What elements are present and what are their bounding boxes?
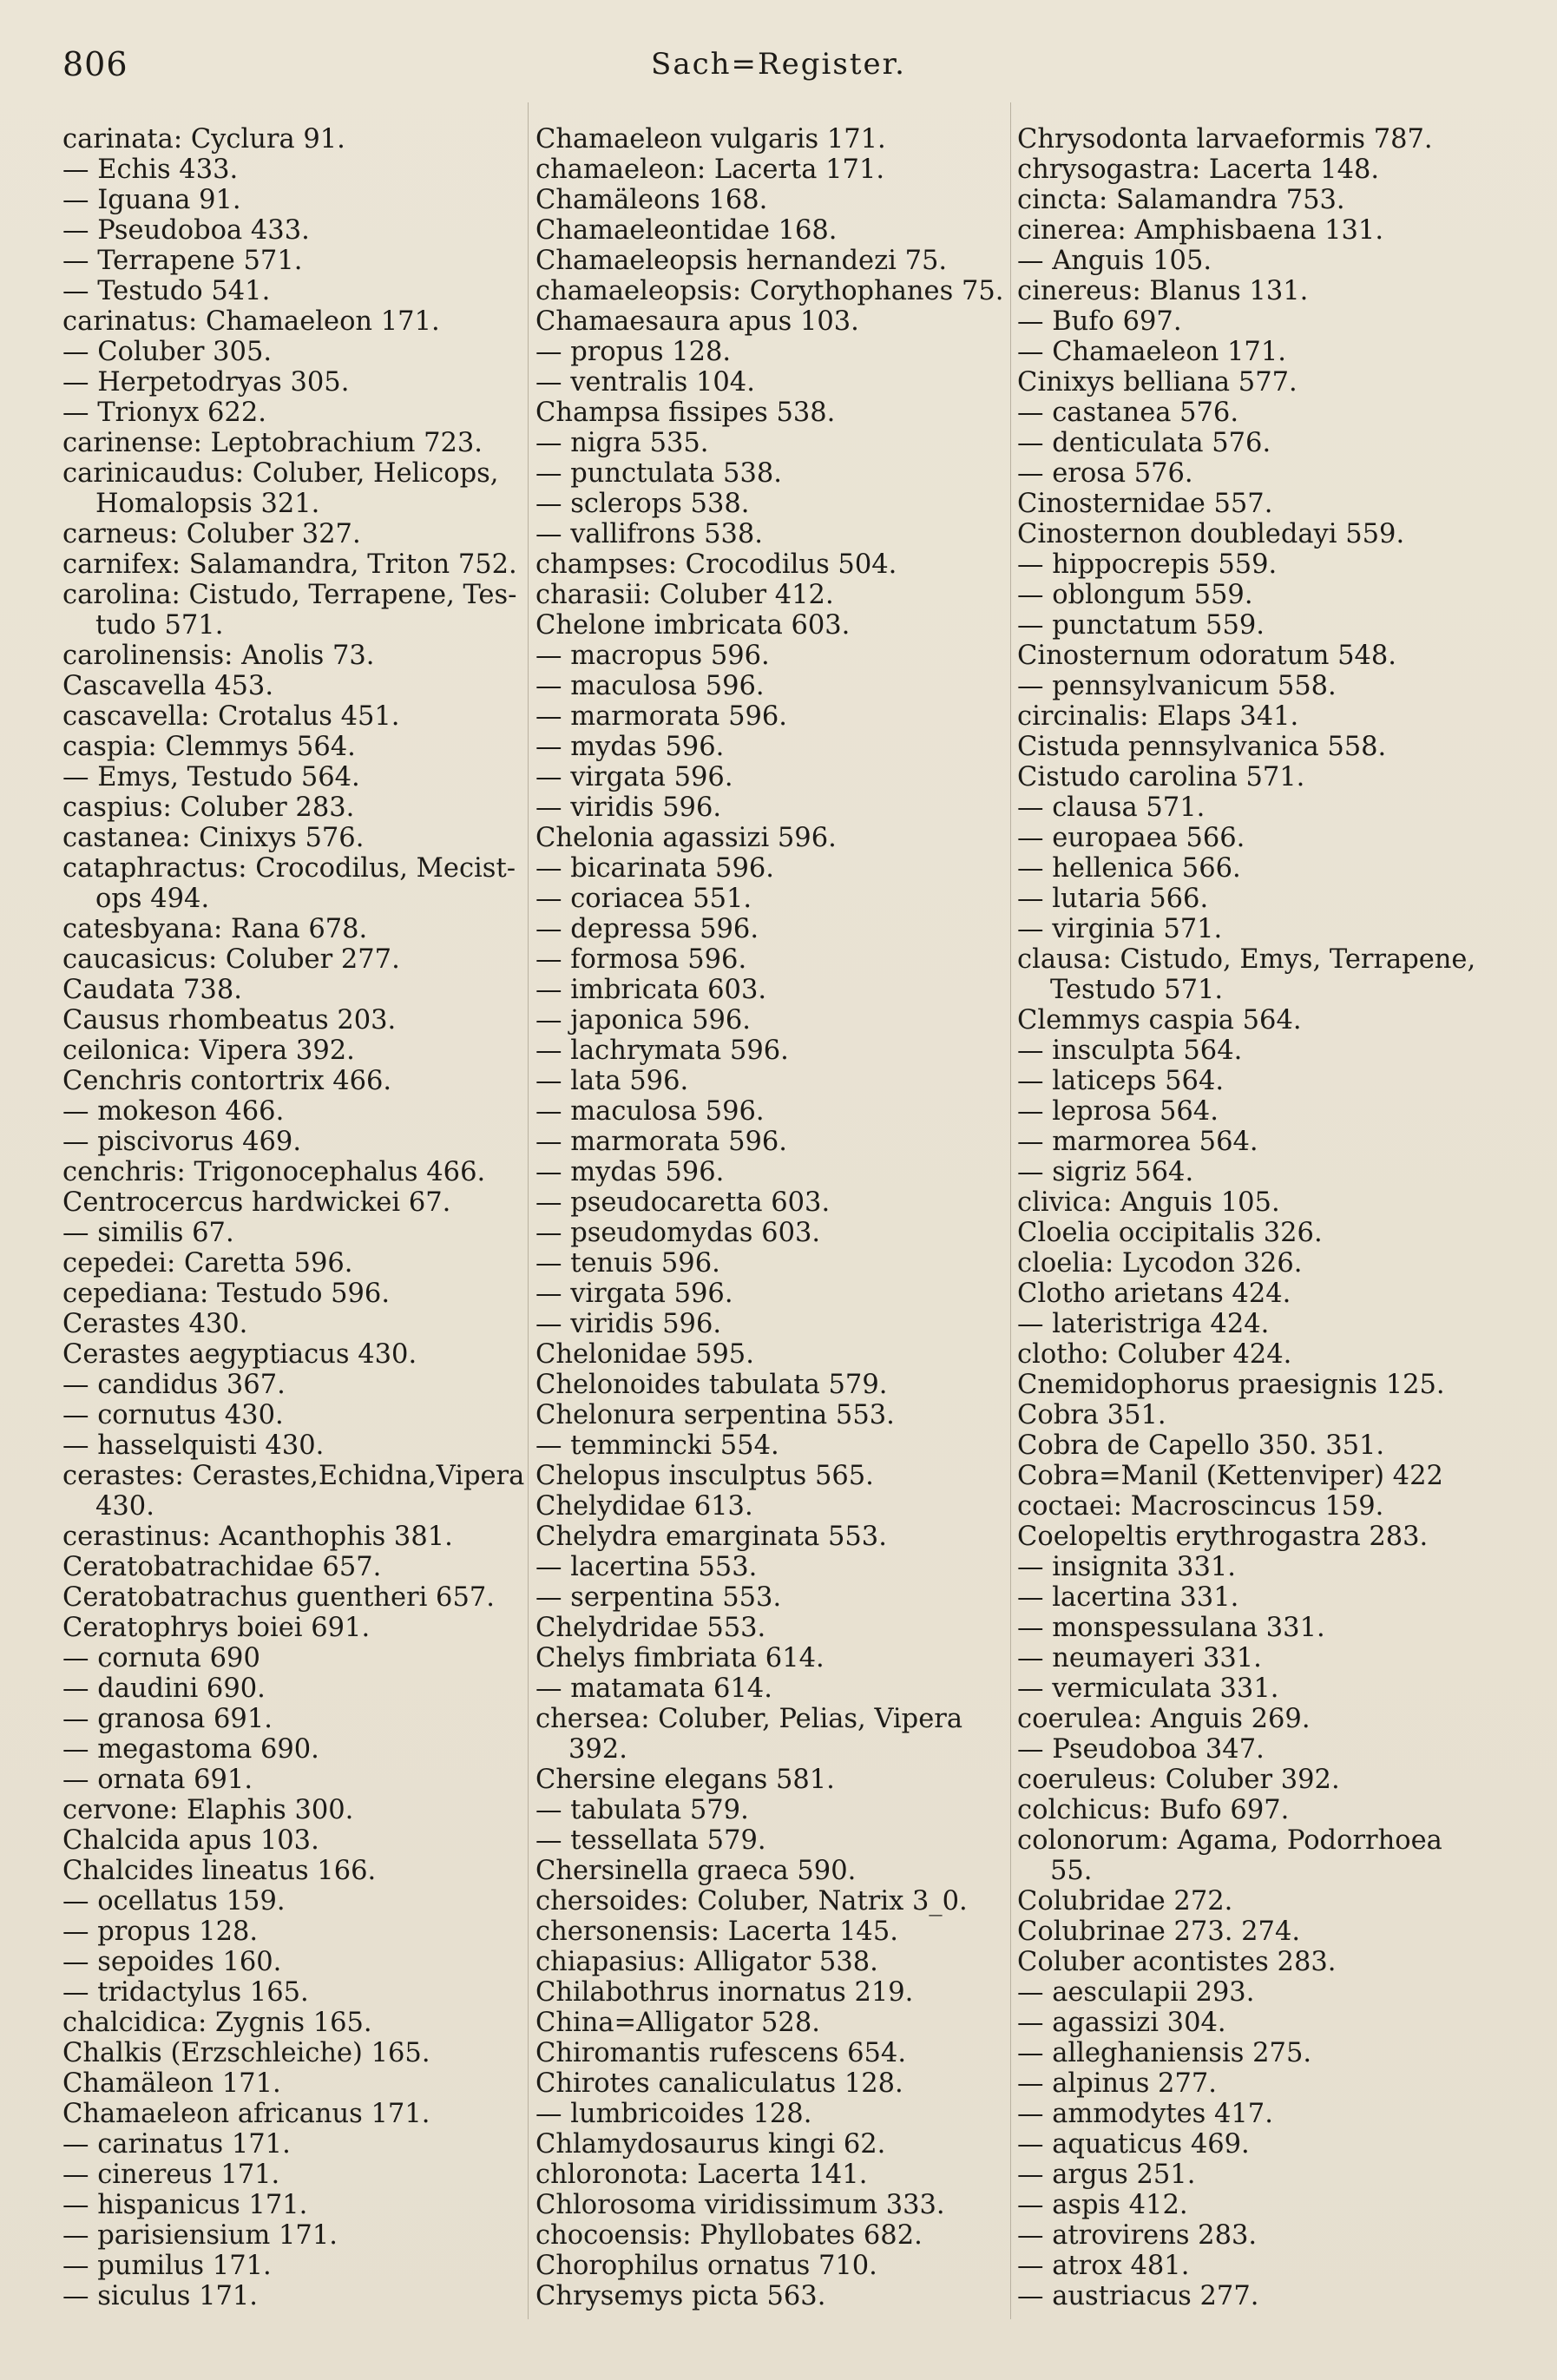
index-entry: Coelopeltis erythrogastra 283. — [1017, 1522, 1429, 1552]
index-entry: — cinereus 171. — [62, 2160, 280, 2190]
index-entry: coctaei: Macroscincus 159. — [1017, 1491, 1384, 1522]
index-entry: — Testudo 541. — [62, 276, 271, 306]
index-entry: Chamaeleopsis hernandezi 75. — [535, 246, 948, 276]
index-entry: — japonica 596. — [535, 1005, 751, 1035]
index-entry: Chamaeleontidae 168. — [535, 215, 838, 246]
index-entry: coeruleus: Coluber 392. — [1017, 1765, 1340, 1795]
index-entry: — Trionyx 622. — [62, 398, 266, 428]
index-entry: — macropus 596. — [535, 641, 770, 671]
index-entry: circinalis: Elaps 341. — [1017, 701, 1299, 732]
index-entry: — propus 128. — [62, 1916, 259, 1947]
index-entry: caspius: Coluber 283. — [62, 792, 355, 823]
index-entry: Cloelia occipitalis 326. — [1017, 1218, 1323, 1248]
index-entry: Chelopus insculptus 565. — [535, 1461, 874, 1491]
index-entry: — hippocrepis 559. — [1017, 549, 1278, 580]
index-entry: — pseudocaretta 603. — [535, 1187, 831, 1218]
index-entry: — lacertina 331. — [1017, 1582, 1239, 1613]
index-entry: — sepoides 160. — [62, 1947, 282, 1977]
index-entry: cataphractus: Crocodilus, Mecist- — [62, 853, 516, 884]
index-entry: — insignita 331. — [1017, 1552, 1236, 1582]
index-entry: — marmorea 564. — [1017, 1127, 1258, 1157]
index-entry: — lachrymata 596. — [535, 1035, 789, 1066]
index-entry: — imbricata 603. — [535, 975, 767, 1005]
index-entry: carinense: Leptobrachium 723. — [62, 428, 483, 458]
index-entry: Chamaeleon vulgaris 171. — [535, 124, 886, 155]
index-entry: — ammodytes 417. — [1017, 2099, 1273, 2129]
index-entry: Chelydra emarginata 553. — [535, 1522, 887, 1552]
index-entry: chersonensis: Lacerta 145. — [535, 1916, 898, 1947]
index-entry: — punctulata 538. — [535, 458, 782, 489]
index-entry: — Coluber 305. — [62, 337, 273, 367]
index-entry: Chalkis (Erzschleiche) 165. — [62, 2038, 430, 2068]
index-entry: cinereus: Blanus 131. — [1017, 276, 1309, 306]
index-entry: — Pseudoboa 433. — [62, 215, 310, 246]
index-entry: — Anguis 105. — [1017, 246, 1212, 276]
index-entry: — tenuis 596. — [535, 1248, 720, 1279]
index-entry: Chelydidae 613. — [535, 1491, 753, 1522]
index-entry: cepedei: Caretta 596. — [62, 1248, 353, 1279]
index-entry: — pumilus 171. — [62, 2251, 272, 2281]
index-entry: — austriacus 277. — [1017, 2281, 1259, 2311]
index-entry: — mydas 596. — [535, 732, 725, 762]
index-entry: — ocellatus 159. — [62, 1886, 286, 1916]
index-entry: Chelonidae 595. — [535, 1339, 754, 1370]
index-entry: — atrox 481. — [1017, 2251, 1190, 2281]
index-entry: — hispanicus 171. — [62, 2190, 308, 2220]
index-entry: Cerastes aegyptiacus 430. — [62, 1339, 417, 1370]
index-entry: — oblongum 559. — [1017, 580, 1253, 610]
index-entry: — marmorata 596. — [535, 701, 787, 732]
index-entry: Ceratobatrachus guentheri 657. — [62, 1582, 495, 1613]
index-entry: — vermiculata 331. — [1017, 1673, 1279, 1704]
index-entry: Cobra=Manil (Kettenviper) 422 — [1017, 1461, 1443, 1491]
index-entry: caspia: Clemmys 564. — [62, 732, 356, 762]
index-entry: Chorophilus ornatus 710. — [535, 2251, 877, 2281]
index-entry: — tabulata 579. — [535, 1795, 749, 1825]
index-entry: — castanea 576. — [1017, 398, 1239, 428]
index-entry: Chirotes canaliculatus 128. — [535, 2068, 903, 2099]
running-title: Sach=Register. — [651, 47, 906, 82]
index-entry: Chelys fimbriata 614. — [535, 1643, 824, 1673]
index-entry-continuation: Homalopsis 321. — [95, 489, 320, 519]
index-entry: — maculosa 596. — [535, 671, 765, 701]
index-entry: — hellenica 566. — [1017, 853, 1241, 884]
index-entry: Cistudo carolina 571. — [1017, 762, 1305, 792]
index-entry: cenchris: Trigonocephalus 466. — [62, 1157, 486, 1187]
index-entry: Chrysemys picta 563. — [535, 2281, 826, 2311]
index-entry: chersoides: Coluber, Natrix 3_0. — [535, 1886, 968, 1916]
index-entry: — aquaticus 469. — [1017, 2129, 1250, 2160]
index-entry: — Chamaeleon 171. — [1017, 337, 1286, 367]
index-entry: — lutaria 566. — [1017, 884, 1209, 914]
index-entry: carolina: Cistudo, Terrapene, Tes- — [62, 580, 517, 610]
index-entry: Causus rhombeatus 203. — [62, 1005, 397, 1035]
index-entry: — Echis 433. — [62, 155, 239, 185]
index-entry: Chlamydosaurus kingi 62. — [535, 2129, 886, 2160]
index-entry: Chamäleon 171. — [62, 2068, 281, 2099]
index-entry: Cinosternidae 557. — [1017, 489, 1273, 519]
index-entry: — erosa 576. — [1017, 458, 1193, 489]
index-entry: — aesculapii 293. — [1017, 1977, 1255, 2008]
index-entry: caucasicus: Coluber 277. — [62, 944, 400, 975]
index-column-2 — [535, 124, 1011, 2311]
index-entry: Cascavella 453. — [62, 671, 274, 701]
index-entry: Cistuda pennsylvanica 558. — [1017, 732, 1387, 762]
index-entry: Chersine elegans 581. — [535, 1765, 835, 1795]
index-entry: — argus 251. — [1017, 2160, 1196, 2190]
index-entry: Chlorosoma viridissimum 333. — [535, 2190, 945, 2220]
index-entry: — viridis 596. — [535, 792, 722, 823]
index-entry: — lumbricoides 128. — [535, 2099, 812, 2129]
index-entry-continuation: Testudo 571. — [1050, 975, 1224, 1005]
index-entry: — monspessulana 331. — [1017, 1613, 1325, 1643]
index-entry: — ventralis 104. — [535, 367, 755, 398]
index-column-3 — [1017, 124, 1503, 2311]
index-entry: — granosa 691. — [62, 1704, 273, 1734]
index-entry: — virginia 571. — [1017, 914, 1223, 944]
index-entry: — megastoma 690. — [62, 1734, 319, 1765]
index-entry: — maculosa 596. — [535, 1096, 765, 1127]
index-entry: — leprosa 564. — [1017, 1096, 1219, 1127]
index-entry: clotho: Coluber 424. — [1017, 1339, 1292, 1370]
index-entry: — viridis 596. — [535, 1309, 722, 1339]
index-entry: — piscivorus 469. — [62, 1127, 302, 1157]
index-entry: Chelonura serpentina 553. — [535, 1400, 895, 1430]
index-entry: — nigra 535. — [535, 428, 709, 458]
index-entry: — daudini 690. — [62, 1673, 266, 1704]
index-entry: — matamata 614. — [535, 1673, 772, 1704]
index-entry: champses: Crocodilus 504. — [535, 549, 897, 580]
index-entry: chamaeleopsis: Corythophanes 75. — [535, 276, 1004, 306]
index-entry: — temmincki 554. — [535, 1430, 779, 1461]
index-entry: — tridactylus 165. — [62, 1977, 309, 2008]
index-entry: chiapasius: Alligator 538. — [535, 1947, 878, 1977]
index-entry: — candidus 367. — [62, 1370, 286, 1400]
index-entry-continuation: ops 494. — [95, 884, 210, 914]
page-number: 806 — [62, 45, 128, 83]
index-entry: — tessellata 579. — [535, 1825, 766, 1856]
index-entry: Chamaeleon africanus 171. — [62, 2099, 430, 2129]
index-entry-continuation: tudo 571. — [95, 610, 224, 641]
index-entry: — lateristriga 424. — [1017, 1309, 1270, 1339]
index-entry: cincta: Salamandra 753. — [1017, 185, 1345, 215]
index-entry: — coriacea 551. — [535, 884, 752, 914]
index-entry: — laticeps 564. — [1017, 1066, 1225, 1096]
index-entry: — Terrapene 571. — [62, 246, 303, 276]
index-entry: Chelonia agassizi 596. — [535, 823, 837, 853]
index-entry: cervone: Elaphis 300. — [62, 1795, 354, 1825]
index-entry: — siculus 171. — [62, 2281, 258, 2311]
index-entry: colonorum: Agama, Podorrhoea — [1017, 1825, 1442, 1856]
index-entry: catesbyana: Rana 678. — [62, 914, 368, 944]
index-entry: cerastinus: Acanthophis 381. — [62, 1522, 453, 1552]
index-entry: carneus: Coluber 327. — [62, 519, 361, 549]
index-entry: chrysogastra: Lacerta 148. — [1017, 155, 1380, 185]
index-entry: Clemmys caspia 564. — [1017, 1005, 1302, 1035]
index-entry: — depressa 596. — [535, 914, 759, 944]
index-entry: chersea: Coluber, Pelias, Vipera — [535, 1704, 963, 1734]
index-entry: — Herpetodryas 305. — [62, 367, 350, 398]
index-entry: charasii: Coluber 412. — [535, 580, 834, 610]
index-entry: Chelonoides tabulata 579. — [535, 1370, 888, 1400]
index-entry: carolinensis: Anolis 73. — [62, 641, 375, 671]
index-entry: — ornata 691. — [62, 1765, 253, 1795]
index-entry: — marmorata 596. — [535, 1127, 787, 1157]
index-entry: — alleghaniensis 275. — [1017, 2038, 1312, 2068]
index-entry: clausa: Cistudo, Emys, Terrapene, — [1017, 944, 1476, 975]
index-entry: cinerea: Amphisbaena 131. — [1017, 215, 1384, 246]
index-entry: Cobra de Capello 350. 351. — [1017, 1430, 1385, 1461]
index-entry: carinatus: Chamaeleon 171. — [62, 306, 440, 337]
index-entry: — sigriz 564. — [1017, 1157, 1194, 1187]
index-entry: chocoensis: Phyllobates 682. — [535, 2220, 923, 2251]
index-entry: — clausa 571. — [1017, 792, 1206, 823]
index-entry: — similis 67. — [62, 1218, 234, 1248]
index-entry: chamaeleon: Lacerta 171. — [535, 155, 885, 185]
index-entry: castanea: Cinixys 576. — [62, 823, 365, 853]
index-entry: cloelia: Lycodon 326. — [1017, 1248, 1303, 1279]
index-entry: Ceratobatrachidae 657. — [62, 1552, 382, 1582]
index-entry: — carinatus 171. — [62, 2129, 291, 2160]
index-entry: Chalcida apus 103. — [62, 1825, 319, 1856]
index-entry: — vallifrons 538. — [535, 519, 764, 549]
index-entry: — bicarinata 596. — [535, 853, 774, 884]
index-entry: — pennsylvanicum 558. — [1017, 671, 1337, 701]
index-entry: — Pseudoboa 347. — [1017, 1734, 1265, 1765]
index-entry: clivica: Anguis 105. — [1017, 1187, 1280, 1218]
index-entry: China=Alligator 528. — [535, 2008, 820, 2038]
index-entry: — mydas 596. — [535, 1157, 725, 1187]
index-entry: Champsa fissipes 538. — [535, 398, 836, 428]
index-entry: — propus 128. — [535, 337, 732, 367]
index-entry: Chilabothrus inornatus 219. — [535, 1977, 914, 2008]
index-entry: — atrovirens 283. — [1017, 2220, 1258, 2251]
index-entry: Cinosternon doubledayi 559. — [1017, 519, 1405, 549]
index-entry: Chrysodonta larvaeformis 787. — [1017, 124, 1433, 155]
index-entry-continuation: 392. — [568, 1734, 627, 1765]
index-entry-continuation: 55. — [1050, 1856, 1093, 1886]
index-entry: — Iguana 91. — [62, 185, 241, 215]
index-entry: — pseudomydas 603. — [535, 1218, 821, 1248]
index-entry: — lata 596. — [535, 1066, 689, 1096]
index-entry: — sclerops 538. — [535, 489, 750, 519]
index-entry: — alpinus 277. — [1017, 2068, 1217, 2099]
index-entry: — lacertina 553. — [535, 1552, 758, 1582]
index-entry: — neumayeri 331. — [1017, 1643, 1262, 1673]
index-entry: — insculpta 564. — [1017, 1035, 1243, 1066]
index-entry: — parisiensium 171. — [62, 2220, 338, 2251]
index-entry: Cnemidophorus praesignis 125. — [1017, 1370, 1445, 1400]
index-entry: ceilonica: Vipera 392. — [62, 1035, 355, 1066]
index-entry: Cinosternum odoratum 548. — [1017, 641, 1396, 671]
index-entry: — cornuta 690 — [62, 1643, 260, 1673]
index-entry: Centrocercus hardwickei 67. — [62, 1187, 451, 1218]
index-entry: carinicaudus: Coluber, Helicops, — [62, 458, 499, 489]
index-entry: colchicus: Bufo 697. — [1017, 1795, 1290, 1825]
index-entry: Chelydridae 553. — [535, 1613, 766, 1643]
index-entry: — aspis 412. — [1017, 2190, 1188, 2220]
index-entry: — mokeson 466. — [62, 1096, 285, 1127]
index-entry: Chelone imbricata 603. — [535, 610, 851, 641]
index-entry: — europaea 566. — [1017, 823, 1245, 853]
index-entry: Caudata 738. — [62, 975, 242, 1005]
index-entry: — agassizi 304. — [1017, 2008, 1226, 2038]
index-entry: — serpentina 553. — [535, 1582, 782, 1613]
index-entry: — formosa 596. — [535, 944, 747, 975]
index-entry: Chamaesaura apus 103. — [535, 306, 859, 337]
index-entry: Colubrinae 273. 274. — [1017, 1916, 1301, 1947]
index-entry: — denticulata 576. — [1017, 428, 1271, 458]
index-entry: Chamäleons 168. — [535, 185, 768, 215]
index-entry: cascavella: Crotalus 451. — [62, 701, 400, 732]
index-entry: chloronota: Lacerta 141. — [535, 2160, 868, 2190]
index-entry: — punctatum 559. — [1017, 610, 1265, 641]
index-entry: — virgata 596. — [535, 762, 733, 792]
index-entry: Cenchris contortrix 466. — [62, 1066, 392, 1096]
index-entry: cepediana: Testudo 596. — [62, 1279, 391, 1309]
index-entry: coerulea: Anguis 269. — [1017, 1704, 1311, 1734]
index-entry: — hasselquisti 430. — [62, 1430, 325, 1461]
index-entry: Chalcides lineatus 166. — [62, 1856, 377, 1886]
index-entry: Cinixys belliana 577. — [1017, 367, 1298, 398]
index-column-1 — [62, 124, 531, 2311]
index-entry: Coluber acontistes 283. — [1017, 1947, 1337, 1977]
index-entry: Chiromantis rufescens 654. — [535, 2038, 907, 2068]
index-entry-continuation: 430. — [95, 1491, 154, 1522]
index-entry: Ceratophrys boiei 691. — [62, 1613, 371, 1643]
index-entry: Clotho arietans 424. — [1017, 1279, 1291, 1309]
index-entry: carinata: Cyclura 91. — [62, 124, 345, 155]
index-entry: carnifex: Salamandra, Triton 752. — [62, 549, 517, 580]
index-entry: Colubridae 272. — [1017, 1886, 1233, 1916]
index-entry: — Emys, Testudo 564. — [62, 762, 360, 792]
index-entry: — Bufo 697. — [1017, 306, 1182, 337]
index-entry: cerastes: Cerastes,Echidna,Vipera — [62, 1461, 525, 1491]
index-entry: Chersinella graeca 590. — [535, 1856, 857, 1886]
index-entry: chalcidica: Zygnis 165. — [62, 2008, 372, 2038]
index-entry: Cobra 351. — [1017, 1400, 1166, 1430]
index-entry: — virgata 596. — [535, 1279, 733, 1309]
index-entry: Cerastes 430. — [62, 1309, 248, 1339]
index-entry: — cornutus 430. — [62, 1400, 284, 1430]
